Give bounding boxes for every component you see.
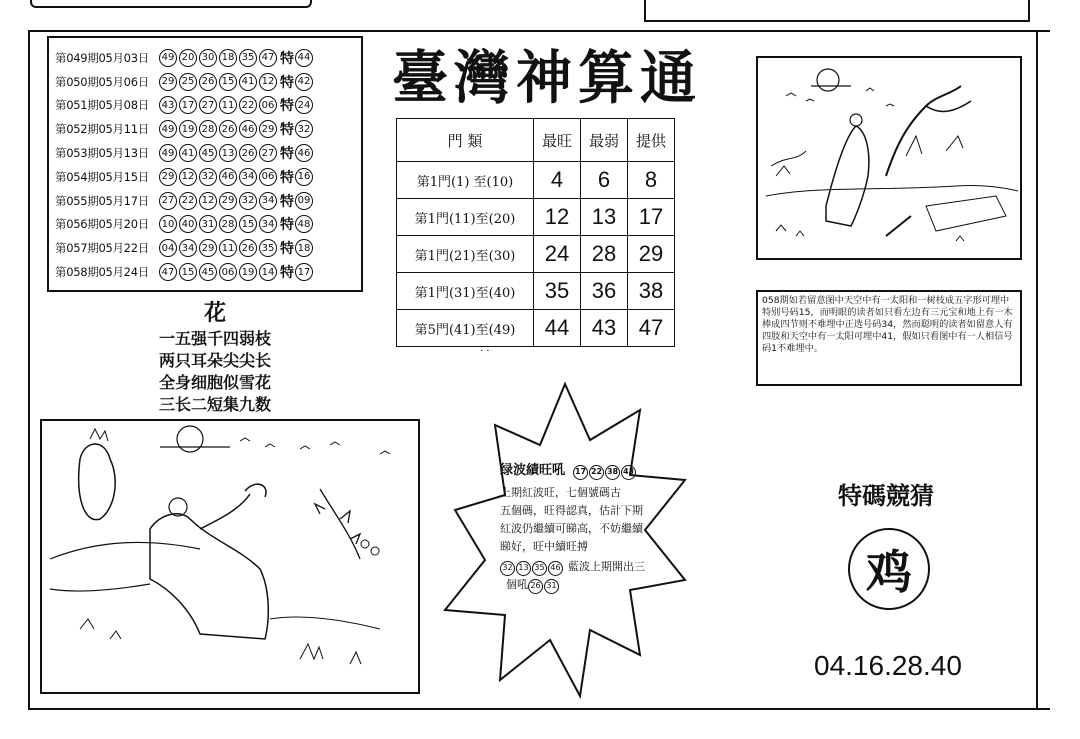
special-number-ball: 17 bbox=[295, 263, 313, 281]
top-right-box-edge bbox=[644, 0, 1030, 22]
starburst-number-ball: 43 bbox=[621, 465, 636, 480]
gate-row-label: 第1門(1) 至(10) bbox=[397, 162, 534, 199]
special-label: 特 bbox=[280, 50, 294, 67]
gate-row-value: 44 bbox=[534, 310, 581, 347]
history-period: 第050期05月06日 bbox=[55, 74, 149, 89]
number-ball: 41 bbox=[239, 73, 257, 91]
special-label: 特 bbox=[280, 217, 294, 234]
gate-row-value: 47 bbox=[628, 310, 675, 347]
history-period: 第055期05月17日 bbox=[55, 193, 149, 208]
gate-row-value: 43 bbox=[581, 310, 628, 347]
number-ball: 15 bbox=[179, 263, 197, 281]
number-ball: 27 bbox=[159, 192, 177, 210]
starburst-head-label: 绿波績旺吼 bbox=[500, 463, 566, 478]
number-ball: 12 bbox=[199, 192, 217, 210]
starburst-number-ball: 38 bbox=[605, 465, 620, 480]
special-number-ball: 44 bbox=[295, 49, 313, 67]
starburst-number-ball: 26 bbox=[528, 579, 543, 594]
number-ball: 13 bbox=[219, 144, 237, 162]
dots-decoration: · · bbox=[480, 346, 490, 357]
special-label: 特 bbox=[280, 74, 294, 91]
history-row bbox=[55, 117, 355, 141]
number-ball: 45 bbox=[199, 144, 217, 162]
special-number-ball: 32 bbox=[295, 120, 313, 138]
number-ball: 19 bbox=[179, 120, 197, 138]
poem-line: 三长二短集九数 bbox=[158, 395, 271, 414]
history-row bbox=[55, 189, 355, 213]
number-ball: 34 bbox=[259, 192, 277, 210]
number-ball: 35 bbox=[259, 239, 277, 257]
gate-row-label: 第1門(31)至(40) bbox=[397, 273, 534, 310]
number-ball: 20 bbox=[179, 49, 197, 67]
gate-table-row bbox=[397, 199, 675, 236]
gate-row-value: 38 bbox=[628, 273, 675, 310]
top-frame-line bbox=[28, 30, 1050, 32]
history-period: 第051期05月08日 bbox=[55, 98, 149, 113]
number-ball: 31 bbox=[199, 215, 217, 233]
number-ball: 22 bbox=[179, 192, 197, 210]
special-label: 特 bbox=[280, 265, 294, 282]
number-ball: 47 bbox=[259, 49, 277, 67]
starburst-body-line: 睇好，旺中續旺搏 bbox=[500, 540, 588, 553]
history-period: 第057期05月22日 bbox=[55, 241, 149, 256]
poem-line: 全身细胞似雪花 bbox=[158, 373, 271, 392]
history-row bbox=[55, 213, 355, 237]
number-ball: 49 bbox=[159, 120, 177, 138]
number-ball: 29 bbox=[219, 192, 237, 210]
number-ball: 29 bbox=[159, 73, 177, 91]
special-label: 特 bbox=[280, 122, 294, 139]
history-row bbox=[55, 165, 355, 189]
number-ball: 40 bbox=[179, 215, 197, 233]
history-period: 第054期05月15日 bbox=[55, 169, 149, 184]
gate-row-value: 13 bbox=[581, 199, 628, 236]
history-row bbox=[55, 260, 355, 284]
gate-row-value: 28 bbox=[581, 236, 628, 273]
number-ball: 25 bbox=[179, 73, 197, 91]
number-ball: 22 bbox=[239, 96, 257, 114]
hint-text-box: 058期如若留意图中天空中有一太阳和一树枝成五字形可埋中特别号码15，而明眼的读者如只看左边有三元宝和地上有一木棒成四节则不难埋中正选号码34，然而聪明的读者如留意人有四肢和天空中有一太阳可埋中41，假如只看图中有一人相信号码1不难埋中。 bbox=[756, 290, 1022, 386]
starburst-tail-text2: 個吼 bbox=[506, 578, 528, 591]
zodiac-badge bbox=[848, 528, 930, 610]
history-period: 第049期05月03日 bbox=[55, 50, 149, 65]
starburst-head bbox=[500, 462, 670, 480]
special-label: 特 bbox=[280, 241, 294, 258]
number-ball: 10 bbox=[159, 215, 177, 233]
history-row bbox=[55, 94, 355, 118]
number-ball: 49 bbox=[159, 144, 177, 162]
guess-title: 特碼競猜 bbox=[838, 481, 934, 510]
gate-header-hot: 最旺 bbox=[534, 119, 581, 162]
special-number-ball: 18 bbox=[295, 239, 313, 257]
number-ball: 45 bbox=[199, 263, 217, 281]
starburst-body-line: 上期紅波旺，七個號碼古 bbox=[500, 486, 621, 499]
gate-row-label: 第1門(21)至(30) bbox=[397, 236, 534, 273]
poem-line: 两只耳朵尖尖长 bbox=[158, 351, 271, 370]
special-label: 特 bbox=[280, 193, 294, 210]
starburst-number-ball: 46 bbox=[548, 561, 563, 576]
history-row bbox=[55, 236, 355, 260]
history-period: 第052期05月11日 bbox=[55, 122, 149, 137]
number-ball: 27 bbox=[199, 96, 217, 114]
gate-row-value: 35 bbox=[534, 273, 581, 310]
special-number-ball: 46 bbox=[295, 144, 313, 162]
special-number-ball: 24 bbox=[295, 96, 313, 114]
gate-header-type: 門 類 bbox=[397, 119, 534, 162]
number-ball: 18 bbox=[219, 49, 237, 67]
number-ball: 06 bbox=[219, 263, 237, 281]
number-ball: 29 bbox=[159, 168, 177, 186]
number-ball: 14 bbox=[259, 263, 277, 281]
number-ball: 29 bbox=[199, 239, 217, 257]
number-ball: 34 bbox=[259, 215, 277, 233]
number-ball: 34 bbox=[179, 239, 197, 257]
starburst-number-ball: 32 bbox=[500, 561, 515, 576]
top-left-box-edge bbox=[30, 0, 312, 8]
number-ball: 46 bbox=[239, 120, 257, 138]
number-ball: 17 bbox=[179, 96, 197, 114]
special-label: 特 bbox=[280, 98, 294, 115]
number-ball: 41 bbox=[179, 144, 197, 162]
number-ball: 12 bbox=[259, 73, 277, 91]
history-row bbox=[55, 141, 355, 165]
gate-row-value: 8 bbox=[628, 162, 675, 199]
draw-history-table bbox=[47, 36, 363, 292]
number-ball: 26 bbox=[239, 239, 257, 257]
number-ball: 49 bbox=[159, 49, 177, 67]
number-ball: 47 bbox=[159, 263, 177, 281]
starburst-number-ball: 31 bbox=[544, 579, 559, 594]
number-ball: 28 bbox=[219, 215, 237, 233]
gate-row-value: 29 bbox=[628, 236, 675, 273]
starburst-body-line: 五個碼，旺得認真，估計下期 bbox=[500, 504, 643, 517]
guess-numbers: 04.16.28.40 bbox=[814, 650, 962, 681]
right-frame-line bbox=[1036, 30, 1038, 708]
gate-table-row bbox=[397, 236, 675, 273]
special-label: 特 bbox=[280, 146, 294, 163]
history-period: 第056期05月20日 bbox=[55, 217, 149, 232]
number-ball: 06 bbox=[259, 96, 277, 114]
special-number-ball: 42 bbox=[295, 73, 313, 91]
illustration-sage-landscape bbox=[756, 56, 1022, 260]
number-ball: 04 bbox=[159, 239, 177, 257]
gate-row-value: 17 bbox=[628, 199, 675, 236]
poem-title: 花 bbox=[203, 300, 226, 326]
gate-row-value: 4 bbox=[534, 162, 581, 199]
number-ball: 35 bbox=[239, 49, 257, 67]
page-title: 臺灣神算通 bbox=[392, 44, 702, 112]
bottom-frame-line bbox=[28, 708, 1050, 710]
gate-table bbox=[396, 118, 675, 347]
starburst-body-line: 紅波仍繼續可睇高，不妨繼續 bbox=[500, 522, 643, 535]
number-ball: 29 bbox=[259, 120, 277, 138]
gate-row-label: 第1門(11)至(20) bbox=[397, 199, 534, 236]
special-number-ball: 48 bbox=[295, 215, 313, 233]
gate-table-row bbox=[397, 310, 675, 347]
number-ball: 11 bbox=[219, 96, 237, 114]
special-label: 特 bbox=[280, 169, 294, 186]
gate-table-row bbox=[397, 273, 675, 310]
gate-row-value: 6 bbox=[581, 162, 628, 199]
number-ball: 06 bbox=[259, 168, 277, 186]
riddle-poem bbox=[140, 302, 290, 416]
history-row bbox=[55, 70, 355, 94]
number-ball: 26 bbox=[219, 120, 237, 138]
gate-row-value: 24 bbox=[534, 236, 581, 273]
number-ball: 46 bbox=[219, 168, 237, 186]
illustration-scholar-garden bbox=[40, 419, 420, 694]
gate-row-label: 第5門(41)至(49) bbox=[397, 310, 534, 347]
zodiac-text: 鸡 bbox=[866, 545, 912, 599]
starburst-number-ball: 35 bbox=[532, 561, 547, 576]
starburst-number-ball: 22 bbox=[589, 465, 604, 480]
gate-row-value: 12 bbox=[534, 199, 581, 236]
special-number-ball: 09 bbox=[295, 192, 313, 210]
gate-header-cold: 最弱 bbox=[581, 119, 628, 162]
starburst-text bbox=[500, 462, 670, 594]
history-row bbox=[55, 46, 355, 70]
number-ball: 26 bbox=[239, 144, 257, 162]
history-period: 第058期05月24日 bbox=[55, 265, 149, 280]
number-ball: 43 bbox=[159, 96, 177, 114]
number-ball: 30 bbox=[199, 49, 217, 67]
special-number-ball: 16 bbox=[295, 168, 313, 186]
starburst-tail-text: 藍波上期開出三 bbox=[568, 560, 645, 573]
number-ball: 15 bbox=[239, 215, 257, 233]
number-ball: 26 bbox=[199, 73, 217, 91]
number-ball: 34 bbox=[239, 168, 257, 186]
history-period: 第053期05月13日 bbox=[55, 146, 149, 161]
left-frame-line bbox=[28, 30, 30, 708]
number-ball: 15 bbox=[219, 73, 237, 91]
number-ball: 28 bbox=[199, 120, 217, 138]
gate-row-value: 36 bbox=[581, 273, 628, 310]
starburst-number-ball: 13 bbox=[516, 561, 531, 576]
number-ball: 12 bbox=[179, 168, 197, 186]
number-ball: 27 bbox=[259, 144, 277, 162]
number-ball: 32 bbox=[199, 168, 217, 186]
number-ball: 32 bbox=[239, 192, 257, 210]
number-ball: 19 bbox=[239, 263, 257, 281]
gate-header-offer: 提供 bbox=[628, 119, 675, 162]
gate-table-row bbox=[397, 162, 675, 199]
starburst-number-ball: 17 bbox=[573, 465, 588, 480]
poem-line: 一五强千四弱枝 bbox=[158, 329, 271, 348]
number-ball: 11 bbox=[219, 239, 237, 257]
gate-table-header-row bbox=[397, 119, 675, 162]
